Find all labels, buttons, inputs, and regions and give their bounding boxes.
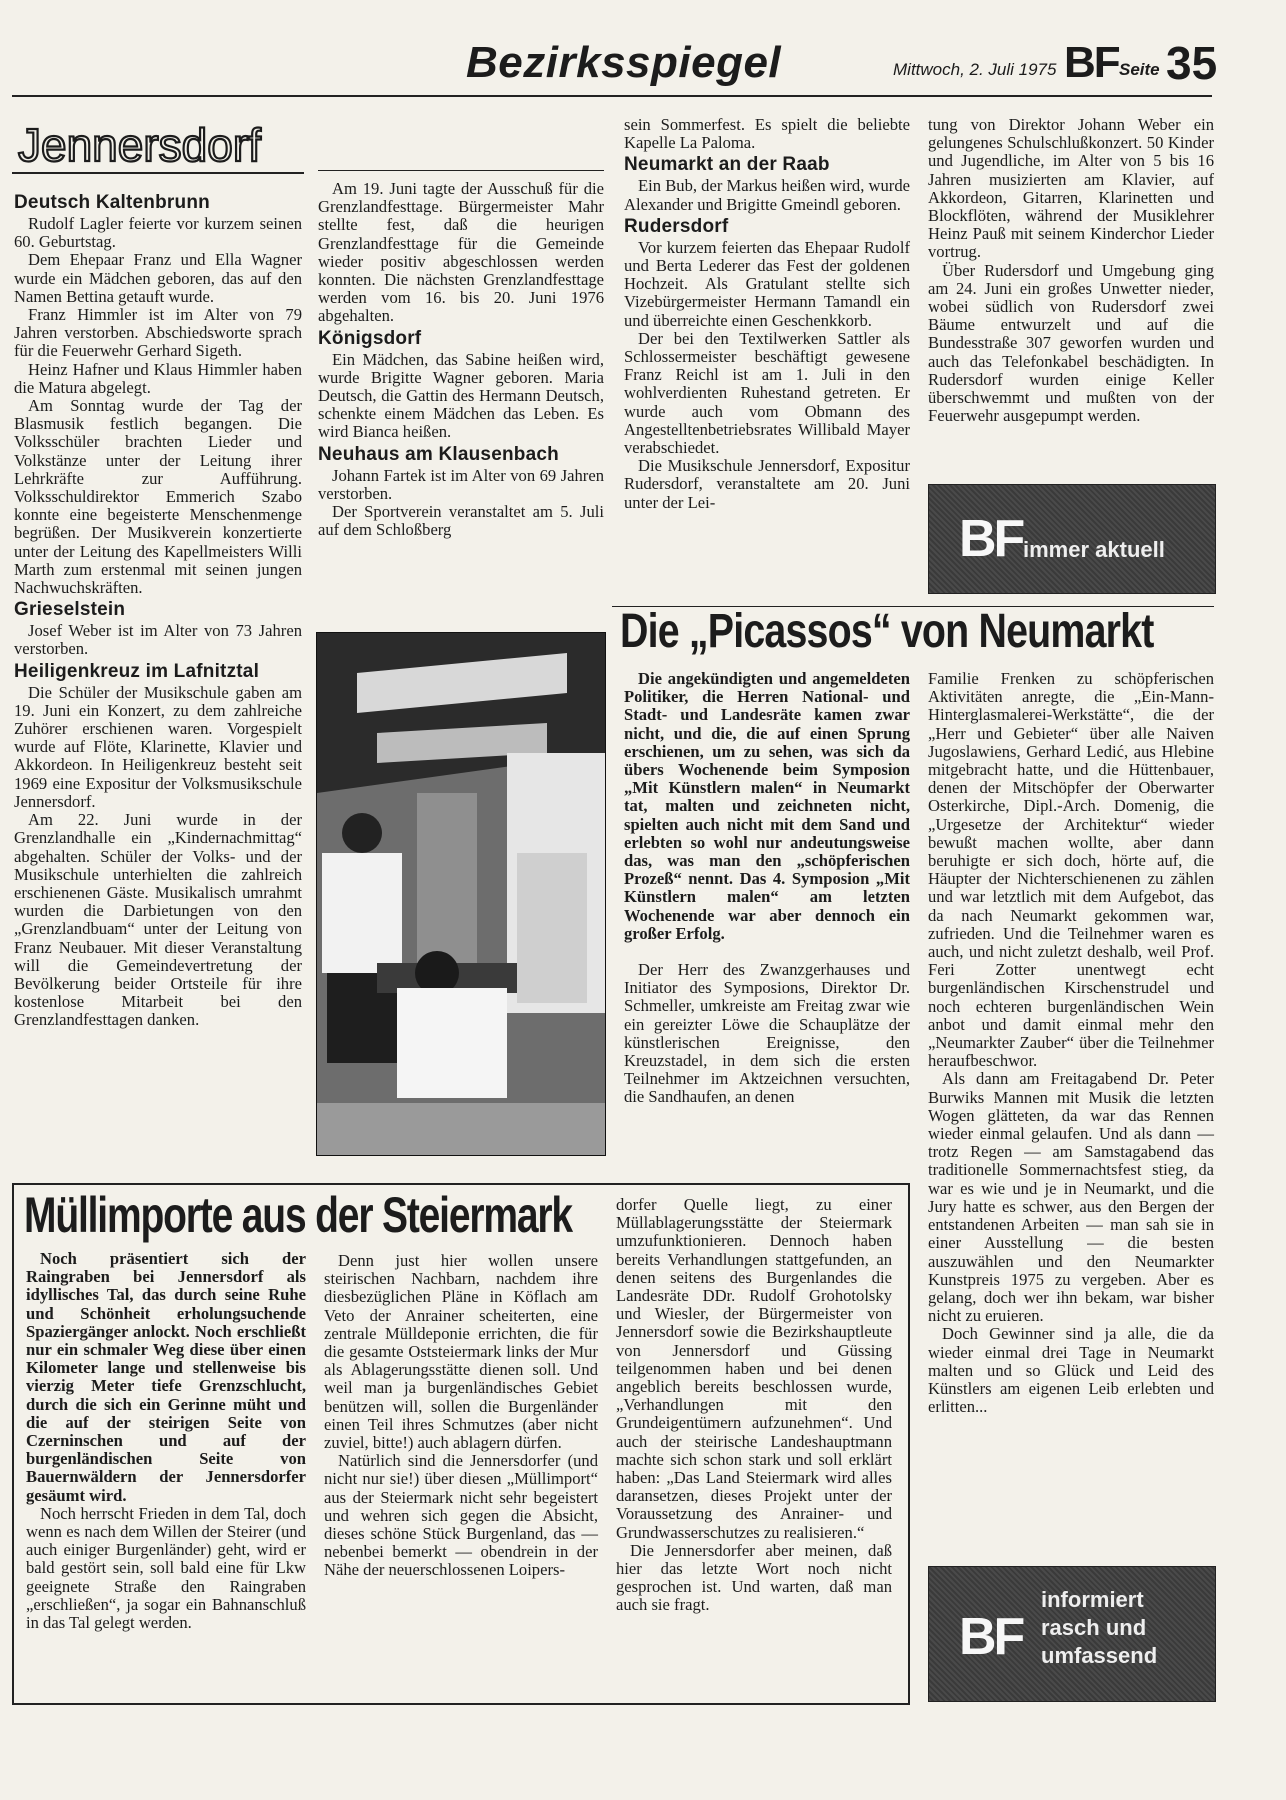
region-rule xyxy=(12,172,304,174)
muell-col-2 xyxy=(324,1252,598,1580)
paragraph: Der bei den Textilwerken Sattler als Schlossermeister beschäftigt gewesene Franz Reichl ist am 1. Juli in den wohlverdienten Ruhestand getreten. Er wurde auch vom Obmann des Angestelltenbetriebsrates Willibald Mayer verabschiedet. xyxy=(624,328,910,458)
ad-slogan: immer aktuell xyxy=(1023,537,1165,562)
paragraph: Der Sportverein veranstaltet am 5. Juli auf dem Schloßberg xyxy=(318,502,604,540)
subhead-koenigsdorf: Königsdorf xyxy=(318,327,422,349)
paragraph: Ein Mädchen, das Sabine heißen wird, wurde Brigitte Wagner geboren. Maria Deutsch, die Gattin des Hermann Deutsch, schenkte einem Mädchen das Leben. Es wird Bianca heißen. xyxy=(318,349,604,442)
subhead-heiligenkreuz: Heiligenkreuz im Lafnitztal xyxy=(14,660,260,682)
ad-bf-logo: BF xyxy=(959,1608,1023,1666)
subhead-kaltenbrunn: Deutsch Kaltenbrunn xyxy=(14,192,210,213)
seite-label: Seite xyxy=(1119,60,1160,79)
paragraph: Johann Fartek ist im Alter von 69 Jahren verstorben. xyxy=(318,465,604,503)
paragraph: Am 19. Juni tagte der Ausschuß für die Grenzlandfesttage. Bürgermeister Mahr stellte fest, daß die heurigen Grenzlandfesttage für die Gemeinde wieder positiv abgeschlossen werden konnten. Die nächsten Grenzlandfesttage werden vom 16. bis 20. Juni 1976 abgehalten. xyxy=(318,179,604,326)
ad-informiert xyxy=(928,1566,1216,1702)
column-3 xyxy=(624,116,910,512)
symposion-photo xyxy=(316,632,606,1156)
paragraph: Am Sonntag wurde der Tag der Blasmusik festlich begangen. Die Volksschüler brachten Lieder und Volkstänze unter der Leitung ihrer Lehrkräfte zur Aufführung. Volksschuldirektor Emmerich Szabo konnte eine begeisterte Menschenmenge begrüßen. Der Musikverein konzertierte unter der Leitung des Kapellmeisters Willi Marth zum erstenmal mit seinen jungen Nachwuchskräften. xyxy=(14,396,302,598)
subhead-grieselstein: Grieselstein xyxy=(14,599,126,621)
paragraph: Rudolf Lagler feierte vor kurzem seinen 60. Geburtstag. xyxy=(14,214,302,252)
ad-immer-aktuell xyxy=(928,484,1216,594)
paragraph: Franz Himmler ist im Alter von 79 Jahren verstorben. Abschiedsworte sprach für die Feuerwehr Gerhard Sigeth. xyxy=(14,305,302,361)
paragraph: Josef Weber ist im Alter von 73 Jahren verstorben. xyxy=(14,621,302,659)
paragraph: Denn just hier wollen unsere steirischen Nachbarn, nachdem ihre diesbezüglichen Pläne in Köflach am Veto der Anrainer scheiterten, eine zentrale Mülldeponie errichten, die für die gesamte Oststeiermark links der Mur als Ablagerungsstätte dienen soll. Und weil man ja burgenländisches Gebiet benützen will, sollen die Burgenländer einen Teil ihres Schmutzes (aber nicht zuviel, bitte!) auch ablagern dürfen. xyxy=(324,1251,598,1453)
paragraph: Die Musikschule Jennersdorf, Expositur Rudersdorf, veranstaltete am 20. Juni unter der Lei- xyxy=(624,456,910,512)
paragraph: Natürlich sind die Jennersdorfer (und nicht nur sie!) über diesen „Müllimport“ aus der Steiermark nicht sehr begeistert und wehren sich gegen die Absicht, dieses schöne Stück Burgenland, das — nebenbei bemerkt — obendrein in der Nähe der neuerschlossenen Loipers- xyxy=(324,1451,598,1580)
photo-scene xyxy=(317,633,605,1155)
muell-col-1 xyxy=(26,1250,306,1632)
picassos-col-1 xyxy=(624,670,910,1107)
column-2 xyxy=(318,180,604,539)
col-top-rule xyxy=(318,170,604,171)
column-4 xyxy=(928,116,1214,425)
paragraph: sein Sommerfest. Es spielt die beliebte Kapelle La Paloma. xyxy=(624,115,910,153)
region-heading: Jennersdorf xyxy=(18,119,261,171)
ad-slogan-line1: informiert xyxy=(1041,1587,1144,1612)
muellimporte-headline: Müllimporte aus der Steiermark xyxy=(24,1187,572,1243)
paragraph: dorfer Quelle liegt, zu einer Müllablagerungsstätte der Steiermark umzufunktionieren. Dennoch haben bereits Verhandlungen stattgefunden, an denen seitens des Burgenlandes die Landesräte DDr. Rudolf Grohotolsky und Wiesler, der Bürgermeister von Jennersdorf sowie die Bezirkshauptleute von Jennersdorf und Güssing teilgenommen haben und bei denen angeblich bereits beschlossen wurde, „Verhandlungen mit den Grundeigentümern aufzunehmen“. Und auch der steirische Landeshauptmann machte sich schon stark und soll erklärt haben: „Das Land Steiermark wird alles daransetzen, dieses Projekt unter der Voraussetzung des Anrainer- und Grundwasserschutzes zu realisieren.“ xyxy=(616,1195,892,1542)
subhead-neuhaus: Neuhaus am Klausenbach xyxy=(318,443,559,465)
paragraph: Die Schüler der Musikschule gaben am 19. Juni ein Konzert, zu dem zahlreiche Zuhörer erschienen waren. Vorgespielt wurde auf Flöte, Klarinette, Klavier und Akkordeon. In Heiligenkreuz besteht seit 1969 eine Expositur der Volksmusikschule Jennersdorf. xyxy=(14,682,302,811)
paragraph: Die Jennersdorfer aber meinen, daß hier das letzte Wort noch nicht gesprochen ist. Und warten, daß man auch sie fragt. xyxy=(616,1540,892,1615)
muell-lead: Noch präsentiert sich der Raingraben bei Jennersdorf als idyllisches Tal, das durch seine Ruhe und Schönheit erholungsuchende Spaziergänger anlockt. Noch erschließt nur ein schmaler Weg diese über einen Kilometer lange und stellenweise bis vierzig Meter tiefe Grenzschlucht, durch die sich ein Gerinne müht und die auf der steirigen Seite von Czerninschen und auf der burgenländischen Seite von Bauernwäldern der Jennersdorfer gesäumt wird. xyxy=(26,1249,306,1505)
ad-slogan-line3: umfassend xyxy=(1041,1643,1158,1668)
paragraph: Heinz Hafner und Klaus Himmler haben die Matura abgelegt. xyxy=(14,359,302,397)
paragraph: Über Rudersdorf und Umgebung ging am 24. Juni ein großes Unwetter nieder, wobei südlich von Rudersdorf zwei Bäume entwurzelt und auf die Bundesstraße 307 geworfen wurden und auch das Telefonkabel beschädigten. In Rudersdorf wurden einige Keller überschwemmt und mußten von der Feuerwehr ausgepumpt werden. xyxy=(928,260,1214,426)
paragraph: Doch Gewinner sind ja alle, die da wieder einmal drei Tage in Neumarkt malten und so Glück und Leid des Künstlers am eigenen Leib erlebten und erlitten... xyxy=(928,1324,1214,1417)
paragraph: Am 22. Juni wurde in der Grenzlandhalle ein „Kindernachmittag“ abgehalten. Schüler der Volks- und der Musikschule unterhielten die zahlreich erschienenen Gäste. Musikalisch umrahmt wurden die Darbietungen von den „Grenzlandbuam“ unter der Leitung von Franz Neubauer. Mit dieser Veranstaltung will die Gemeindevertretung der Bevölkerung beider Ortsteile für ihre kostenlose Mitarbeit bei den Grenzlandfesttagen danken. xyxy=(14,810,302,1030)
subhead-rudersdorf: Rudersdorf xyxy=(624,215,729,237)
section-title: Bezirksspiegel xyxy=(466,38,782,87)
paragraph: Familie Frenken zu schöpferischen Aktivitäten anregte, die „Ein-Mann-Hinterglasmalerei-Werkstätte“, die der „Herr und Gebieter“ über alle Naiven Jugoslawiens, Gerhard Ledić, aus Hlebine mitgebracht hatte, und die Hüttenbauer, denen der Mitschöpfer der Oberwarter Osterkirche, Dipl.-Arch. Domenig, die „Urgesetze der Architektur“ wieder bewußt machen wollte, aber dann beruhigte er sich doch, hörte auf, die Häupter der Nichterschienenen zu zählen und war letztlich mit dem Aufgebot, das da nach Neumarkt gekommen war, zufrieden. Und die Teilnehmer waren es auch, und nicht zuletzt deshalb, weil Prof. Feri Zotter unentwegt echt burgenländischen Kirschenstrudel und noch echteren burgenländischen Wein anbot und damit einmal mehr den „Neumarkter Zauber“ über die Teilnehmer heraufbeschwor. xyxy=(928,669,1214,1071)
muell-col-3 xyxy=(616,1196,892,1615)
paragraph: Ein Bub, der Markus heißen wird, wurde Alexander und Brigitte Gmeindl geboren. xyxy=(624,176,910,214)
issue-date: Mittwoch, 2. Juli 1975 xyxy=(893,60,1057,79)
picassos-headline: Die „Picassos“ von Neumarkt xyxy=(620,605,1154,658)
paragraph: tung von Direktor Johann Weber ein gelungenes Schulschlußkonzert. 50 Kinder und Jugendliche, im Alter von 5 bis 16 Jahren musizierten am Klavier, auf Akkordeon, Gitarren, Klarinetten und Blockflöten, während der Musiklehrer Heinz Pauß mit seinem Kinderchor Lieder vortrug. xyxy=(928,115,1214,262)
ad-slogan-line2: rasch und xyxy=(1041,1615,1147,1640)
paragraph: Der Herr des Zwanzgerhauses und Initiator des Symposions, Direktor Dr. Schmeller, umkreiste am Freitag zwar wie ein gereizter Löwe die Schauplätze der künstlerischen Ereignisse, den Kreuzstadel, in dem sich die ersten Teilnehmer im Aktzeichnen versuchten, die Sandhaufen, an denen xyxy=(624,960,910,1107)
ad-bf-logo: BF xyxy=(959,510,1023,568)
bf-logo: BF xyxy=(1064,38,1119,87)
column-1 xyxy=(14,190,302,1030)
paragraph: Noch herrscht Frieden in dem Tal, doch wenn es nach dem Willen der Steirer (und auch einiger Burgenländer) geht, wird er bald gestört sein, soll bald eine für Lkw geeignete Straße den Raingraben „erschließen“, ja sogar ein Bahnanschluß in das Tal gelegt werden. xyxy=(26,1503,306,1633)
subhead-neumarkt: Neumarkt an der Raab xyxy=(624,154,830,176)
page-number: 35 xyxy=(1166,37,1218,89)
picassos-lead: Die angekündigten und angemeldeten Politiker, die Herren National- und Stadt- und Landesräte kamen zwar nicht, und die, die auf einen Sprung erschienen, um zu sehen, was sich da übers Wochenende beim Symposion „Mit Künstlern malen“ in Neumarkt tat, malten und zeichneten nicht, spielten auch nicht mit dem Sand und erlebten so wohl nur andeutungsweise das, was man den „schöpferischen Prozeß“ nennt. Das 4. Symposion „Mit Künstlern malen“ am letzten Wochenende war aber dennoch ein großer Erfolg. xyxy=(624,669,910,943)
paragraph: Als dann am Freitagabend Dr. Peter Burwiks Mannen mit Musik die letzten Wogen glätteten, da war das Rennen wieder einmal gelaufen. Und als dann — trotz Regen — am Samstagabend das traditionelle Sommernachtsfest stieg, da war es wie und je in Neumarkt, und die Jury hatte es schwer, aus den Bergen der entstandenen Arbeiten — man sah sie in einer Ausstellung — die besten auszuwählen und den Neumarkter Kunstpreis 1975 zu vergeben. Aber es gelang, doch wer ihn bekam, war bisher nicht zu eruieren. xyxy=(928,1069,1214,1326)
masthead-rule xyxy=(12,95,1212,97)
picassos-col-2 xyxy=(928,670,1214,1416)
paragraph: Vor kurzem feierten das Ehepaar Rudolf und Berta Lederer das Fest der goldenen Hochzeit. Als Gratulant stellte sich Vizebürgermeister Hermann Tamandl ein und überreichte einen Geschenkkorb. xyxy=(624,237,910,330)
paragraph: Dem Ehepaar Franz und Ella Wagner wurde ein Mädchen geboren, das auf den Namen Bettina getauft wurde. xyxy=(14,250,302,306)
